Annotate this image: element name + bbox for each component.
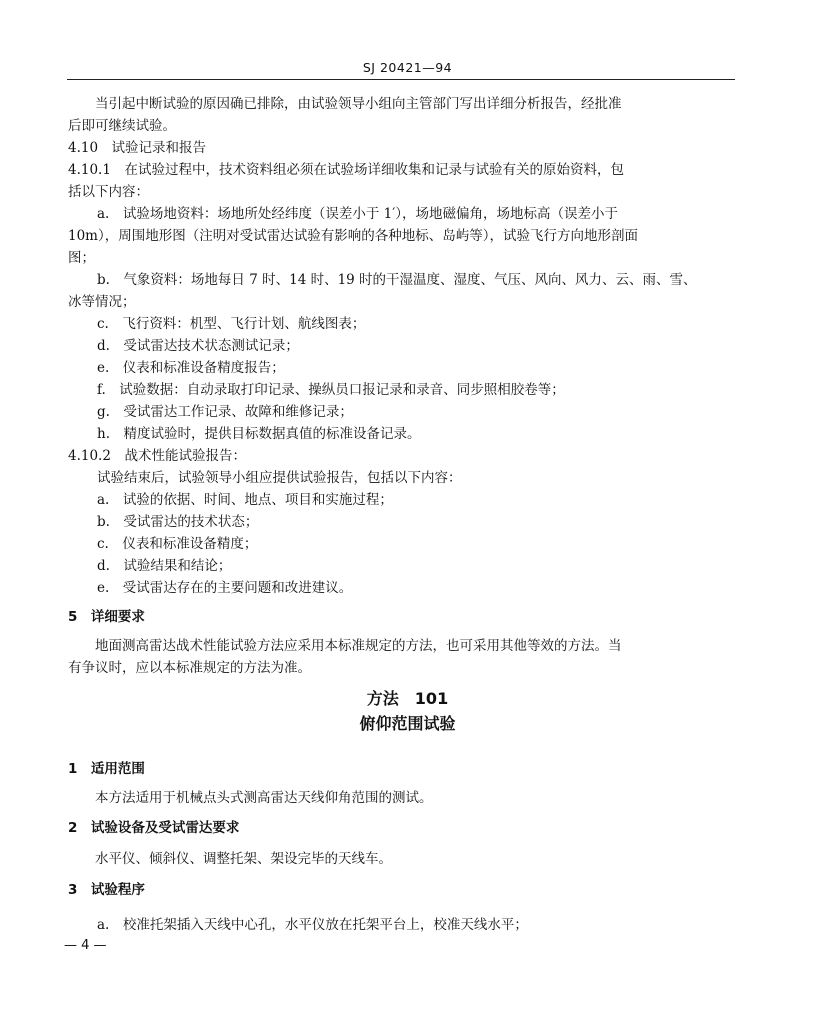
text-line: 图； (68, 250, 95, 266)
text-line: 地面测高雷达战术性能试验方法应采用本标准规定的方法，也可采用其他等效的方法。当 (95, 638, 622, 654)
text-line: b. 受试雷达的技术状态； (97, 514, 259, 530)
text-line: h. 精度试验时，提供目标数据真值的标准设备记录。 (97, 426, 421, 442)
section-heading: 3 试验程序 (68, 882, 145, 898)
text-line: b. 气象资料：场地每日 7 时、14 时、19 时的干湿温度、湿度、气压、风向、风力、云、雨、雪、 (97, 272, 697, 288)
page-header: SJ 20421—94 (362, 60, 453, 75)
section-heading: 2 试验设备及受试雷达要求 (68, 820, 240, 836)
text-line: 有争议时，应以本标准规定的方法为准。 (68, 660, 311, 676)
text-line: 水平仪、倾斜仪、调整托架、架设完毕的天线车。 (95, 851, 392, 867)
text-line: 当引起中断试验的原因确已排除，由试验领导小组向主管部门写出详细分析报告，经批准 (95, 96, 622, 112)
text-line: d. 受试雷达技术状态测试记录； (97, 338, 299, 354)
text-line: f. 试验数据：自动录取打印记录、操纵员口报记录和录音、同步照相胶卷等； (97, 382, 565, 398)
section-heading: 1 适用范围 (68, 761, 145, 777)
text-line: 4.10 试验记录和报告 (68, 140, 207, 156)
text-line: c. 飞行资料：机型、飞行计划、航线图表； (97, 316, 366, 332)
section-heading: 5 详细要求 (68, 609, 145, 625)
text-line: 冰等情况； (68, 294, 136, 310)
text-line: 4.10.2 战术性能试验报告： (68, 448, 246, 464)
text-line: 后即可继续试验。 (68, 118, 176, 134)
text-line: e. 仪表和标准设备精度报告； (97, 360, 285, 376)
text-line: a. 试验场地资料：场地所处经纬度（误差小于 1′），场地磁偏角，场地标高（误差小于 (97, 206, 619, 222)
text-line: a. 校准托架插入天线中心孔，水平仪放在托架平台上，校准天线水平； (97, 917, 528, 933)
text-line: c. 仪表和标准设备精度； (97, 536, 258, 552)
method-subtitle: 俯仰范围试验 (359, 714, 456, 733)
text-line: g. 受试雷达工作记录、故障和维修记录； (97, 404, 353, 420)
page-number: — 4 — (64, 938, 107, 953)
text-line: a. 试验的依据、时间、地点、项目和实施过程； (97, 492, 393, 508)
text-line: d. 试验结果和结论； (97, 558, 232, 574)
text-line: 4.10.1 在试验过程中，技术资料组必须在试验场详细收集和记录与试验有关的原始资料，包 (68, 162, 624, 178)
text-line: 括以下内容： (68, 184, 149, 200)
text-line: 试验结束后，试验领导小组应提供试验报告，包括以下内容： (97, 470, 462, 486)
text-line: 本方法适用于机械点头式测高雷达天线仰角范围的测试。 (95, 790, 433, 806)
header-rule (67, 79, 735, 80)
method-title: 方法 101 (366, 689, 449, 708)
text-line: 10m），周围地形图（注明对受试雷达试验有影响的各种地标、岛屿等），试验飞行方向地形剖面 (68, 228, 638, 244)
text-line: e. 受试雷达存在的主要问题和改进建议。 (97, 580, 353, 596)
